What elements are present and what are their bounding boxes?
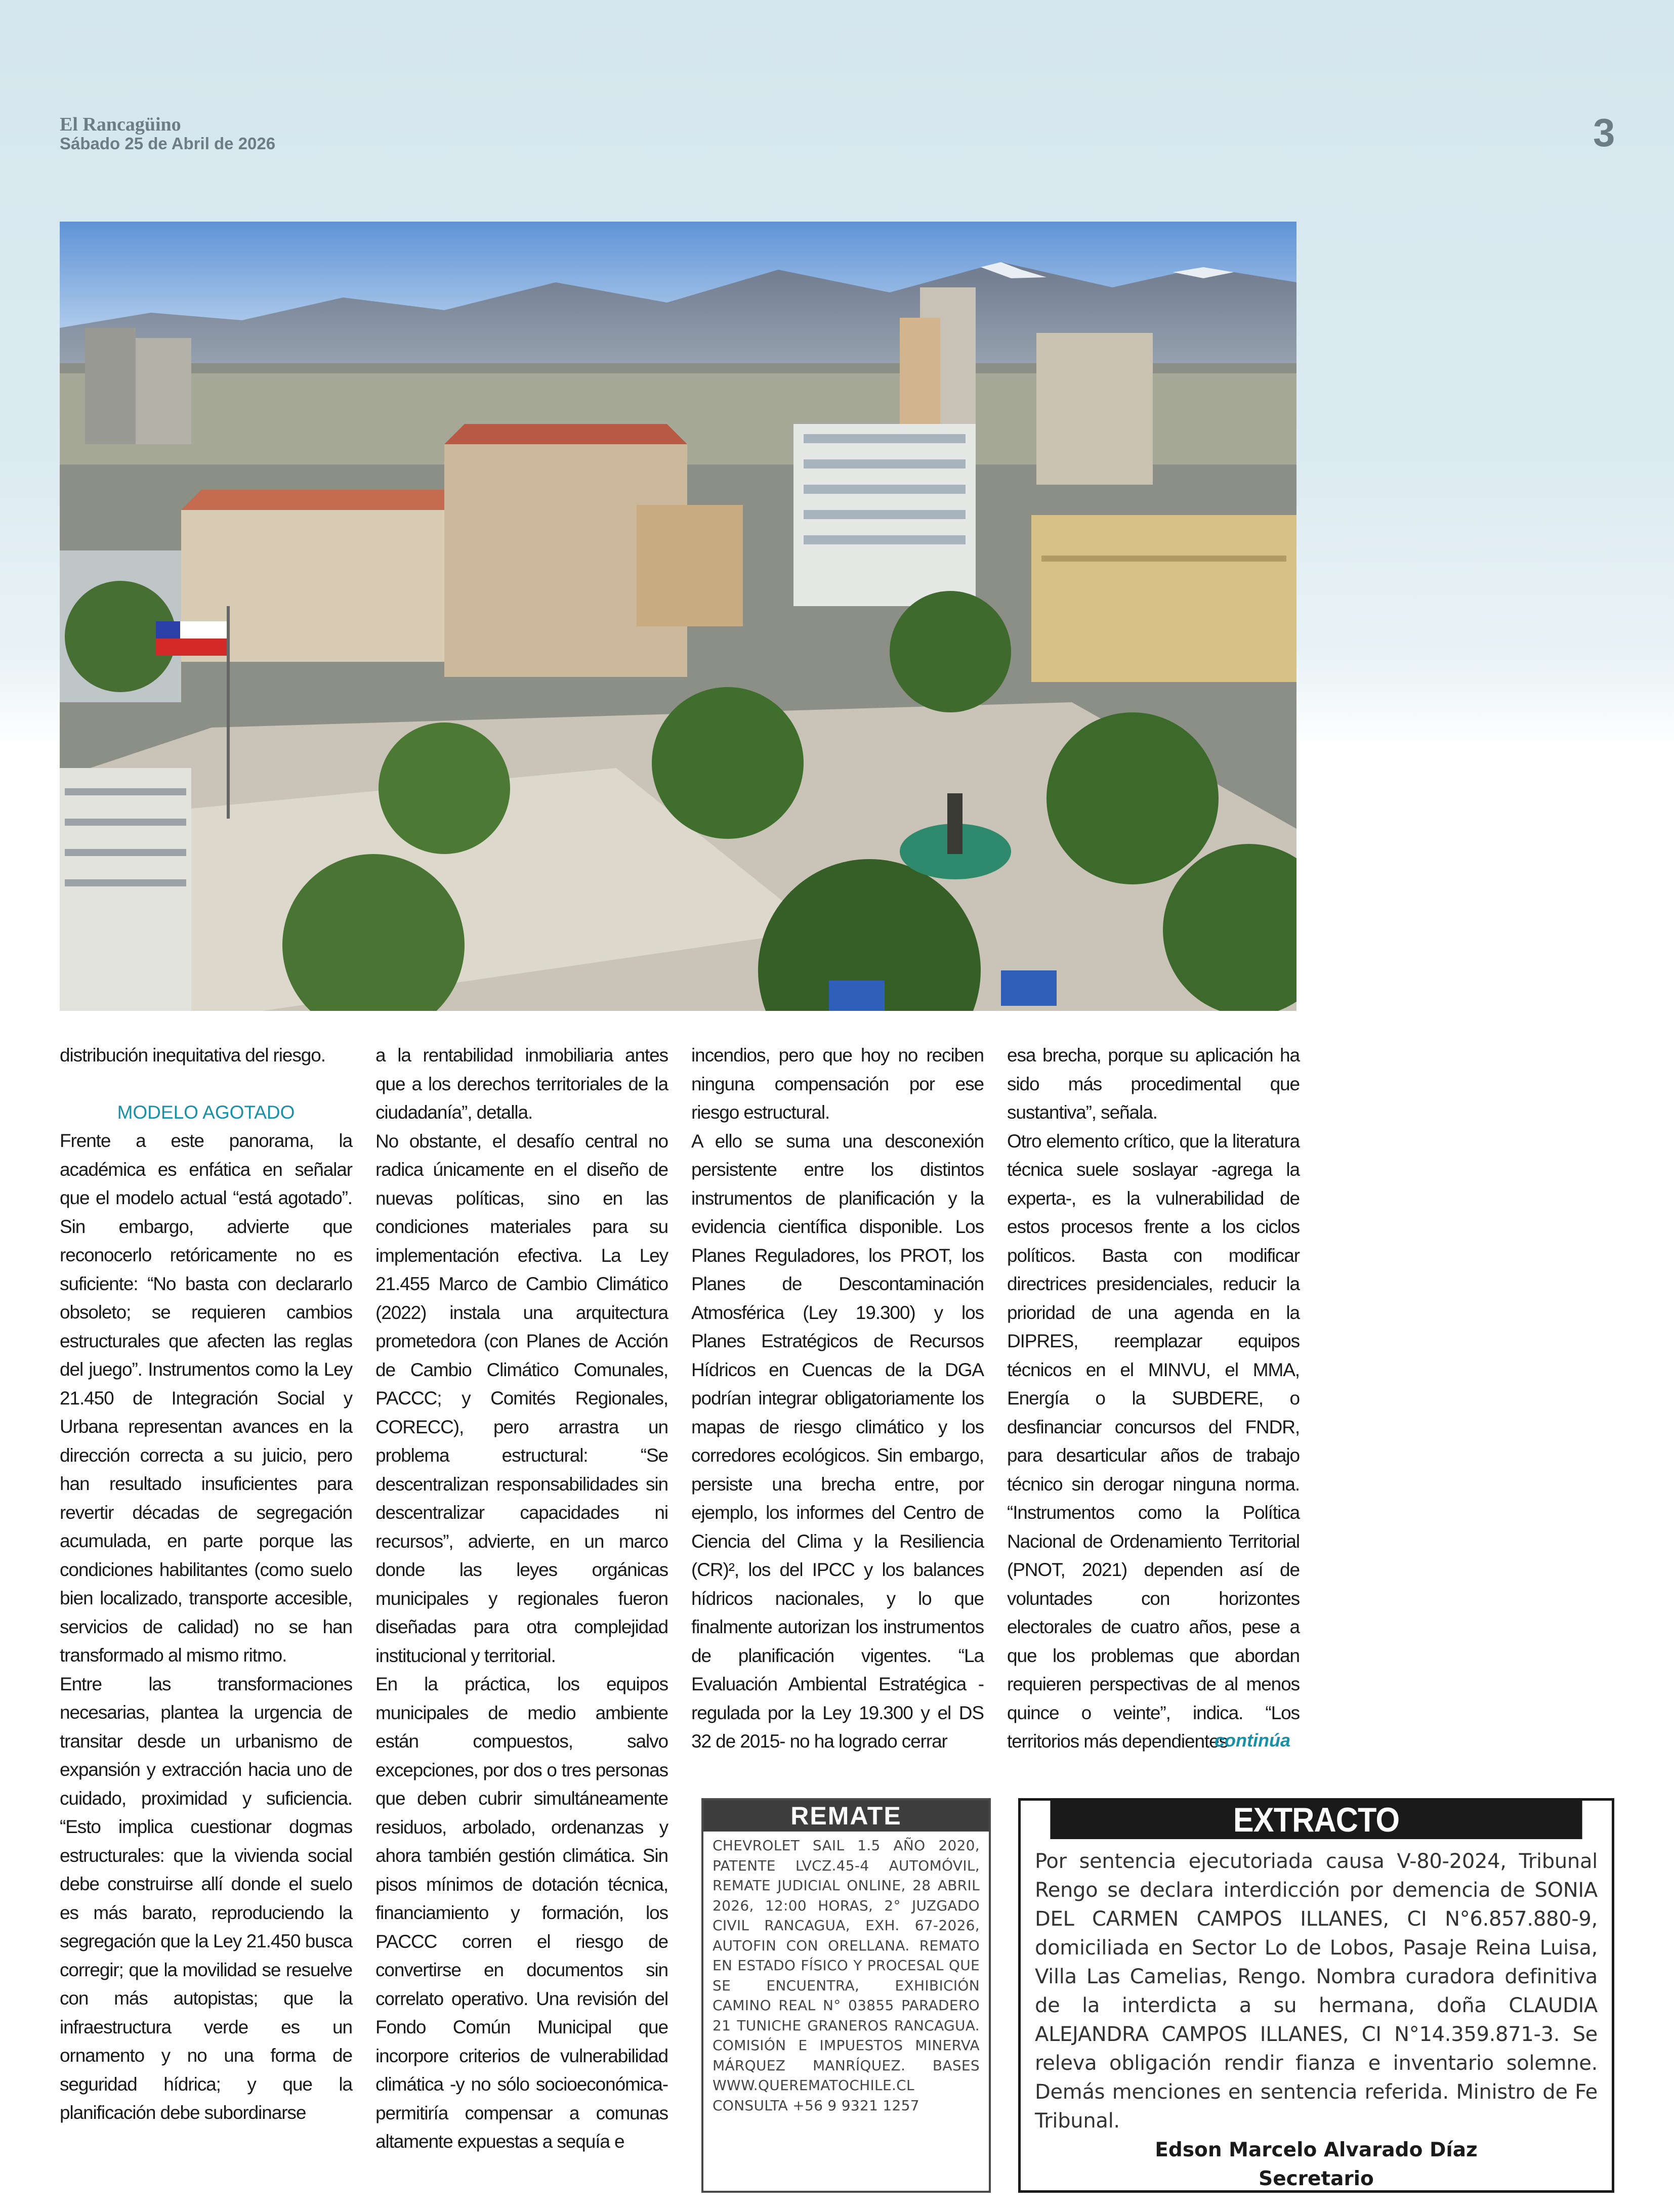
article-column-3 (691, 1041, 984, 1756)
remate-classified (701, 1798, 991, 2193)
article-paragraph: A ello se suma una desconexión persistente entre los distintos instrumentos de planificación y la evidencia científica disponible. Los Planes Reguladores, los PROT, los Planes de Descontaminación Atmosférica (Ley 19.300) y los Planes Estratégicos de Recursos Hídricos en Cuencas de la DGA podrían integrar obligatoriamente los mapas de riesgo climático y los corredores ecológicos. Sin embargo, persiste una brecha entre, por ejemplo, los informes del Centro de Ciencia del Clima y la Resiliencia (CR)², los del IPCC y los balances hídricos nacionales, y lo que finalmente autorizan los instrumentos de planificación vigentes. “La Evaluación Ambiental Estratégica -regulada por la Ley 19.300 y el DS 32 de 2015- no ha logrado cerrar (691, 1130, 984, 1752)
article-paragraph: a la rentabilidad inmobiliaria antes que a los derechos territoriales de la ciudadanía”, detalla. (375, 1045, 668, 1123)
continues-label: continúa (1215, 1730, 1290, 1751)
extracto-title: EXTRACTO (1050, 1801, 1582, 1839)
article-paragraph: Otro elemento crítico, que la literatura técnica suele soslayar -agrega la experta-, es la vulnerabilidad de estos procesos frente a los ciclos políticos. Basta con modificar directrices presidenciales, reducir la prioridad de una agenda en la DIPRES, reemplazar equipos técnicos en el MINVU, el MMA, Energía o la SUBDERE, o desfinanciar concursos del FNDR, para desarticular años de trabajo técnico sin derogar ninguna norma. “Instrumentos como la Política Nacional de Ordenamiento Territorial (PNOT, 2021) dependen así de voluntades con horizontes electorales de cuatro años, pese a que los problemas que abordan requieren perspectivas de al menos quince o veinte”, indica. “Los territorios más dependientes (1007, 1130, 1300, 1752)
paper-name: El Rancagüino (60, 114, 181, 135)
photo-illustration (60, 222, 1296, 1011)
article-paragraph: incendios, pero que hoy no reciben ninguna compensación por ese riesgo estructural. (691, 1045, 984, 1123)
article-column-1 (60, 1041, 352, 2128)
paper-date: Sábado 25 de Abril de 2026 (60, 134, 276, 153)
article-paragraph: En la práctica, los equipos municipales de medio ambiente están compuestos, salvo excepciones, por dos o tres personas que deben cubrir simultáneamente residuos, arbolado, ordenanzas y ahora también gestión climática. Sin pisos mínimos de dotación técnica, financiamiento y formación, los PACCC corren el riesgo de convertirse en documentos sin correlato operativo. Una revisión del Fondo Común Municipal que incorpore criterios de vulnerabilidad climática -y no sólo socioeconómica- permitiría compensar a comunas altamente expuestas a sequía e (375, 1674, 668, 2152)
extracto-signer-role: Secretario (1259, 2167, 1374, 2190)
masthead (60, 114, 275, 153)
article-paragraph: esa brecha, porque su aplicación ha sido más procedimental que sustantiva”, señala. (1007, 1045, 1300, 1123)
extracto-signer: Edson Marcelo Alvarado Díaz (1155, 2139, 1478, 2161)
remate-title: REMATE (703, 1800, 989, 1832)
article-paragraph: Entre las transformaciones necesarias, plantea la urgencia de transitar desde un urbanismo de expansión y extracción hacia uno de cuidado, proximidad y suficiencia. “Esto implica cuestionar dogmas estructurales: que la vivienda social debe construirse allí donde el suelo es más barato, reproduciendo la segregación que la Ley 21.450 busca corregir; que la movilidad se resuelve con más autopistas; que la infraestructura verde es un ornamento y no una forma de seguridad hídrica; y que la planificación debe subordinarse (60, 1673, 352, 2123)
city-plaza-aerial-photo (60, 222, 1296, 1011)
article-column-4 (1007, 1041, 1300, 1756)
extracto-body: Por sentencia ejecutoriada causa V-80-2024, Tribunal Rengo se declara interdicción por demencia de SONIA DEL CARMEN CAMPOS ILLANES, CI N°6.857.880-9, domiciliada en Sector Lo de Lobos, Pasaje Reina Luisa, Villa Las Camelias, Rengo. Nombra curadora definitiva de la interdicta a su hermana, doña CLAUDIA ALEJANDRA CAMPOS ILLANES, CI N°14.359.871-3. Se releva obligación rendir fianza e inventario solemne. Demás menciones en sentencia referida. Ministro de Fe Tribunal. (1035, 1850, 1598, 2133)
page-number: 3 (1593, 110, 1615, 155)
article-column-2 (375, 1041, 668, 2156)
article-subhead: MODELO AGOTADO (117, 1101, 295, 1123)
article-paragraph: No obstante, el desafío central no radica únicamente en el diseño de nuevas políticas, sino en las condiciones materiales para su implementación efectiva. La Ley 21.455 Marco de Cambio Climático (2022) instala una arquitectura prometedora (con Planes de Acción de Cambio Climático Comunales, PACCC; y Comités Regionales, CORECC), pero arrastra un problema estructural: “Se descentralizan responsabilidades sin descentralizar capacidades ni recursos”, advierte, en un marco donde las leyes orgánicas municipales y regionales fueron diseñadas para otra complejidad institucional y territorial. (375, 1130, 668, 1666)
remate-body: CHEVROLET SAIL 1.5 AÑO 2020, PATENTE LVCZ.45-4 AUTOMÓVIL, REMATE JUDICIAL ONLINE, 28 ABRIL 2026, 12:00 HORAS, 2° JUZGADO CIVIL RANCAGUA, EXH. 67-2026, AUTOFIN CON ORELLANA. REMATO EN ESTADO FÍSICO Y PROCESAL QUE SE ENCUENTRA, EXHIBICIÓN CAMINO REAL N° 03855 PARADERO 21 TUNICHE GRANEROS RANCAGUA. COMISIÓN E IMPUESTOS MINERVA MÁRQUEZ MANRÍQUEZ. BASES WWW.QUEREMATOCHILE.CL CONSULTA +56 9 9321 1257 (713, 1837, 980, 2114)
extracto-notice (1018, 1798, 1614, 2193)
article-paragraph: distribución inequitativa del riesgo. (60, 1045, 325, 1066)
article-paragraph: Frente a este panorama, la académica es enfática en señalar que el modelo actual “está agotado”. Sin embargo, advierte que reconocerlo retóricamente no es suficiente: “No basta con declararlo obsoleto; se requieren cambios estructurales que afecten las reglas del juego”. Instrumentos como la Ley 21.450 de Integración Social y Urbana representan avances en la dirección correcta a su juicio, pero han resultado insuficientes para revertir décadas de segregación acumulada, en parte porque las condiciones habilitantes (como suelo bien localizado, transporte accesible, servicios de calidad) no se han transformado al mismo ritmo. (60, 1130, 352, 1666)
